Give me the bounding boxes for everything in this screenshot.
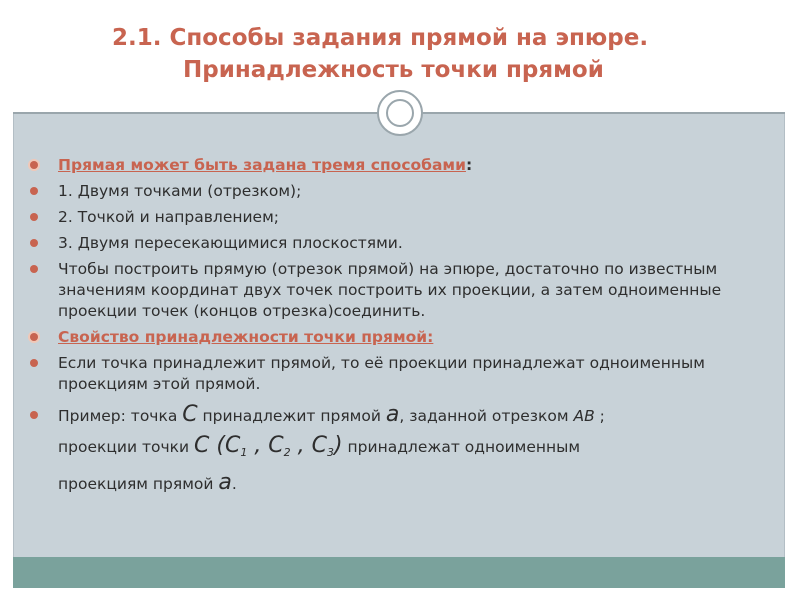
slide-title-line1: 2.1. Способы задания прямой на эпюре. xyxy=(112,25,649,51)
bullet-icon xyxy=(30,213,38,221)
subscript-3: 3 xyxy=(327,446,335,460)
example-text: принадлежит прямой xyxy=(197,407,386,425)
bullet-icon xyxy=(30,359,38,367)
bullet-icon xyxy=(30,265,38,273)
list-item xyxy=(22,353,770,395)
bullet-icon xyxy=(30,411,38,419)
example-text: проекциям прямой xyxy=(58,475,219,494)
projection-sep: , C xyxy=(290,433,328,458)
slide-content xyxy=(22,155,770,504)
list-item xyxy=(22,327,770,348)
list-item-text: 3. Двумя пересекающимися плоскостями. xyxy=(58,234,403,252)
line-a-symbol: a xyxy=(385,402,400,427)
footer-bar xyxy=(13,557,785,588)
example-text: принадлежат одноименным xyxy=(342,438,581,456)
projection-c-open: C (C xyxy=(194,433,241,458)
section-heading: Свойство принадлежности точки прямой: xyxy=(58,328,434,346)
section-heading: Прямая может быть задана тремя способами xyxy=(58,156,466,174)
subscript-2: 2 xyxy=(283,446,291,460)
list-item-text: 1. Двумя точками (отрезком); xyxy=(58,182,302,200)
list-item-text: 2. Точкой и направлением; xyxy=(58,208,280,226)
list-item xyxy=(22,155,770,176)
list-item xyxy=(22,259,770,322)
list-item xyxy=(22,207,770,228)
heading-colon: : xyxy=(465,156,473,174)
bullet-icon xyxy=(30,333,38,341)
line-a-symbol: a xyxy=(218,470,232,496)
list-item xyxy=(22,233,770,254)
example-text: проекции точки xyxy=(58,438,195,456)
list-item-text: Если точка принадлежит прямой, то её проекции принадлежат одноименным проекциям этой прямой. xyxy=(58,354,705,393)
example-text: Пример: точка xyxy=(58,407,183,425)
bullet-icon xyxy=(30,161,38,169)
circle-ornament-icon xyxy=(377,90,423,136)
list-item-text: Чтобы построить прямую (отрезок прямой) на эпюре, достаточно по известным значениям координат двух точек построить их проекции, а затем одноименные проекции точек (концов отрезка)соединить. xyxy=(58,260,722,320)
list-item xyxy=(22,181,770,202)
list-item-example xyxy=(22,400,770,499)
circle-ornament-inner xyxy=(386,99,414,127)
example-text: ; xyxy=(594,407,605,425)
projection-sep: , C xyxy=(247,433,284,458)
segment-ab-symbol: AB xyxy=(573,407,595,425)
subscript-1: 1 xyxy=(240,446,248,460)
projection-close: ) xyxy=(334,433,343,458)
slide-title-line2: Принадлежность точки прямой xyxy=(183,57,604,83)
example-text: , заданной отрезком xyxy=(399,407,574,425)
bullet-icon xyxy=(30,187,38,195)
example-text: . xyxy=(231,475,237,494)
bullet-icon xyxy=(30,239,38,247)
point-c-symbol: C xyxy=(182,402,198,427)
